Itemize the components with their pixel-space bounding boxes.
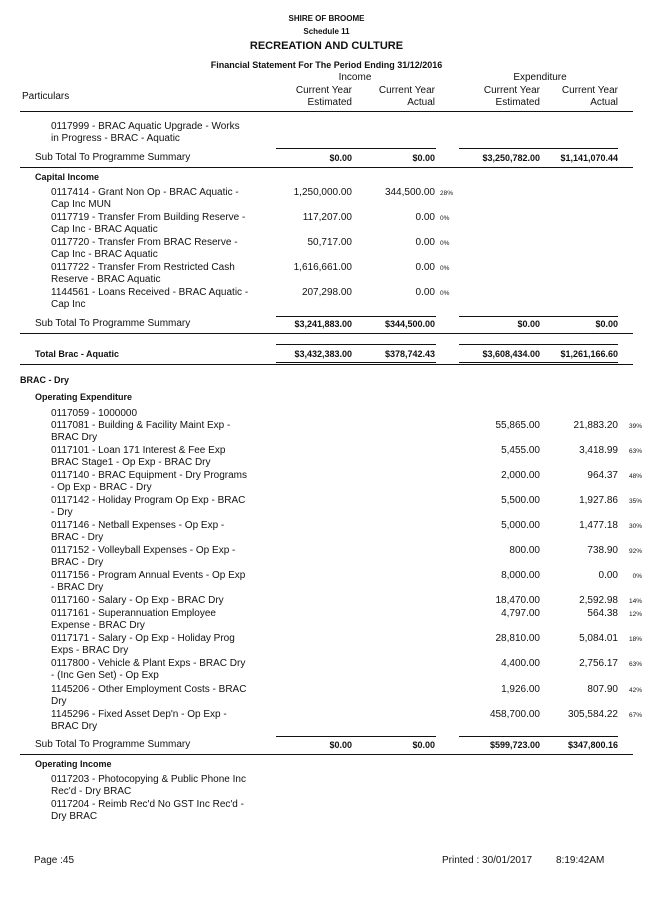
section-rule [20,364,633,365]
income-actual: 0.00 [415,212,435,223]
list-item: 0117722 - Transfer From Restricted Cash Reserve - BRAC Aquatic [51,262,235,285]
list-item: 0117059 - 1000000 [51,408,138,419]
list-item: 0117414 - Grant Non Op - BRAC Aquatic - Cap Inc MUN [51,187,239,210]
total-value: $378,742.43 [384,349,435,359]
income-actual: 0.00 [415,237,435,248]
income-actual: 0.00 [415,287,435,298]
subtotal-value: $3,250,782.00 [482,153,540,163]
percent: 18% [628,636,642,643]
expenditure-estimated: 5,500.00 [501,495,540,506]
list-item: 0117101 - Loan 171 Interest & Fee Exp BRAC Stage1 - Op Exp - BRAC Dry [51,445,226,468]
printed-time: 8:19:42AM [556,855,605,866]
subtotal-value: $347,800.16 [567,740,618,750]
list-item: 0117719 - Transfer From Building Reserve - Cap Inc - BRAC Aquatic [51,212,246,235]
list-item: 0117204 - Reimb Rec'd No GST Inc Rec'd - Dry BRAC [51,799,244,822]
particulars-label: Particulars [22,91,70,102]
section-title: RECREATION AND CULTURE [249,40,404,52]
income-label: Income [338,72,372,83]
subtotal-value: $0.00 [412,153,435,163]
list-item: 0117152 - Volleyball Expenses - Op Exp - BRAC - Dry [51,545,236,568]
col-inc-est-h2: Estimated [307,97,352,108]
percent: 14% [628,598,642,605]
subtotal-value: $0.00 [595,319,618,329]
list-item: 0117146 - Netball Expenses - Op Exp - BRAC - Dry [51,520,225,543]
subtotal-value: $344,500.00 [384,319,435,329]
subtotal-value: $1,141,070.44 [560,153,618,163]
expenditure-actual: 964.37 [587,470,618,481]
total-value: $1,261,166.60 [560,349,618,359]
list-item: 0117140 - BRAC Equipment - Dry Programs - Op Exp - BRAC - Dry [51,470,248,493]
printed-date: Printed : 30/01/2017 [442,855,533,866]
expenditure-estimated: 800.00 [509,545,540,556]
percent: 0% [440,215,450,222]
expenditure-actual: 5,084.01 [579,633,618,644]
total-rule [276,344,436,345]
header-rule [20,111,633,112]
list-item: 0117160 - Salary - Op Exp - BRAC Dry [51,595,224,606]
list-item: 0117161 - Superannuation Employee Expense - BRAC Dry [51,608,216,631]
expenditure-estimated: 2,000.00 [501,470,540,481]
total-label: Total Brac - Aquatic [35,349,120,359]
schedule-number: Schedule 11 [303,27,350,36]
expenditure-actual: 0.00 [598,570,618,581]
col-exp-est-h1: Current Year [483,85,540,96]
col-exp-act-h1: Current Year [561,85,618,96]
income-estimated: 50,717.00 [307,237,352,248]
expenditure-estimated: 1,926.00 [501,684,540,695]
income-estimated: 117,207.00 [302,212,352,223]
expenditure-estimated: 5,455.00 [501,445,540,456]
group-heading: BRAC - Dry [20,375,70,385]
section-rule [20,754,633,755]
percent: 30% [628,523,642,530]
expenditure-actual: 738.90 [587,545,618,556]
expenditure-actual: 21,883.20 [573,420,618,431]
list-item: 0117800 - Vehicle & Plant Exps - BRAC Dry - (Inc Gen Set) - Op Exp [51,658,246,681]
section-heading: Capital Income [35,172,100,182]
percent: 92% [628,548,642,555]
expenditure-estimated: 4,797.00 [501,608,540,619]
expenditure-estimated: 5,000.00 [501,520,540,531]
page-number: Page :45 [34,855,75,866]
section-rule [20,333,633,334]
total-rule [459,344,618,345]
income-estimated: 207,298.00 [301,287,352,298]
list-item: 0117156 - Program Annual Events - Op Exp - BRAC Dry [51,570,246,593]
col-inc-act-h1: Current Year [378,85,435,96]
subtotal-rule [459,316,618,317]
income-estimated: 1,250,000.00 [293,187,352,198]
list-item: 0117720 - Transfer From BRAC Reserve - Cap Inc - BRAC Aquatic [51,237,238,260]
percent: 67% [628,712,642,719]
expenditure-actual: 3,418.99 [579,445,618,456]
percent: 0% [440,240,450,247]
subtotal-value: $0.00 [517,319,540,329]
percent: 35% [628,498,642,505]
percent: 0% [440,265,450,272]
list-item: 1145296 - Fixed Asset Dep'n - Op Exp - BRAC Dry [51,709,227,732]
section-heading: Operating Income [35,759,112,769]
subtotal-rule [276,316,436,317]
section-rule [20,167,633,168]
expenditure-actual: 1,477.18 [579,520,618,531]
col-inc-act-h2: Actual [407,97,435,108]
subtotal-value: $3,241,883.00 [294,319,352,329]
section-heading: Operating Expenditure [35,392,133,402]
percent: 0% [440,290,450,297]
col-exp-est-h2: Estimated [495,97,540,108]
subtotal-value: $0.00 [329,740,352,750]
percent: 48% [628,473,642,480]
subtotal-value: $599,723.00 [489,740,540,750]
expenditure-estimated: 28,810.00 [495,633,540,644]
percent: 39% [628,423,642,430]
percent: 63% [628,661,642,668]
expenditure-estimated: 458,700.00 [489,709,540,720]
subtotal-label: Sub Total To Programme Summary [35,152,191,163]
expenditure-estimated: 8,000.00 [501,570,540,581]
expenditure-estimated: 18,470.00 [495,595,540,606]
percent: 42% [628,687,642,694]
subtotal-label: Sub Total To Programme Summary [35,318,191,329]
org-name: SHIRE OF BROOME [288,14,365,23]
subtotal-rule [276,736,436,737]
col-exp-act-h2: Actual [590,97,618,108]
list-item: 0117203 - Photocopying & Public Phone Inc Rec'd - Dry BRAC [51,774,246,797]
expenditure-actual: 564.38 [587,608,618,619]
subtotal-rule [459,148,618,149]
expenditure-actual: 807.90 [587,684,618,695]
list-item: 0117081 - Building & Facility Maint Exp - BRAC Dry [51,420,231,443]
subtotal-rule [459,736,618,737]
expenditure-actual: 2,592.98 [579,595,618,606]
expenditure-actual: 1,927.86 [579,495,618,506]
percent: 63% [628,448,642,455]
percent: 28% [440,190,454,197]
income-actual: 0.00 [415,262,435,273]
subtotal-value: $0.00 [329,153,352,163]
total-rule [276,362,436,363]
total-value: $3,432,383.00 [294,349,352,359]
total-rule [459,362,618,363]
col-inc-est-h1: Current Year [295,85,352,96]
subtotal-rule [276,148,436,149]
list-item: 1145206 - Other Employment Costs - BRAC Dry [51,684,247,707]
list-item: 1144561 - Loans Received - BRAC Aquatic - Cap Inc [51,287,249,310]
expenditure-actual: 305,584.22 [567,709,618,720]
list-item: 0117999 - BRAC Aquatic Upgrade - Works in Progress - BRAC - Aquatic [51,121,240,144]
subtotal-label: Sub Total To Programme Summary [35,739,191,750]
expenditure-actual: 2,756.17 [579,658,618,669]
list-item: 0117171 - Salary - Op Exp - Holiday Prog Exps - BRAC Dry [51,633,235,656]
list-item: 0117142 - Holiday Program Op Exp - BRAC - Dry [51,495,246,518]
income-actual: 344,500.00 [384,187,435,198]
expenditure-estimated: 4,400.00 [501,658,540,669]
expenditure-estimated: 55,865.00 [495,420,540,431]
expenditure-label: Expenditure [513,72,567,83]
percent: 12% [628,611,642,618]
total-value: $3,608,434.00 [482,349,540,359]
subtotal-value: $0.00 [412,740,435,750]
income-estimated: 1,616,661.00 [293,262,352,273]
statement-title: Financial Statement For The Period Ending 31/12/2016 [210,60,443,70]
percent: 0% [632,573,642,580]
